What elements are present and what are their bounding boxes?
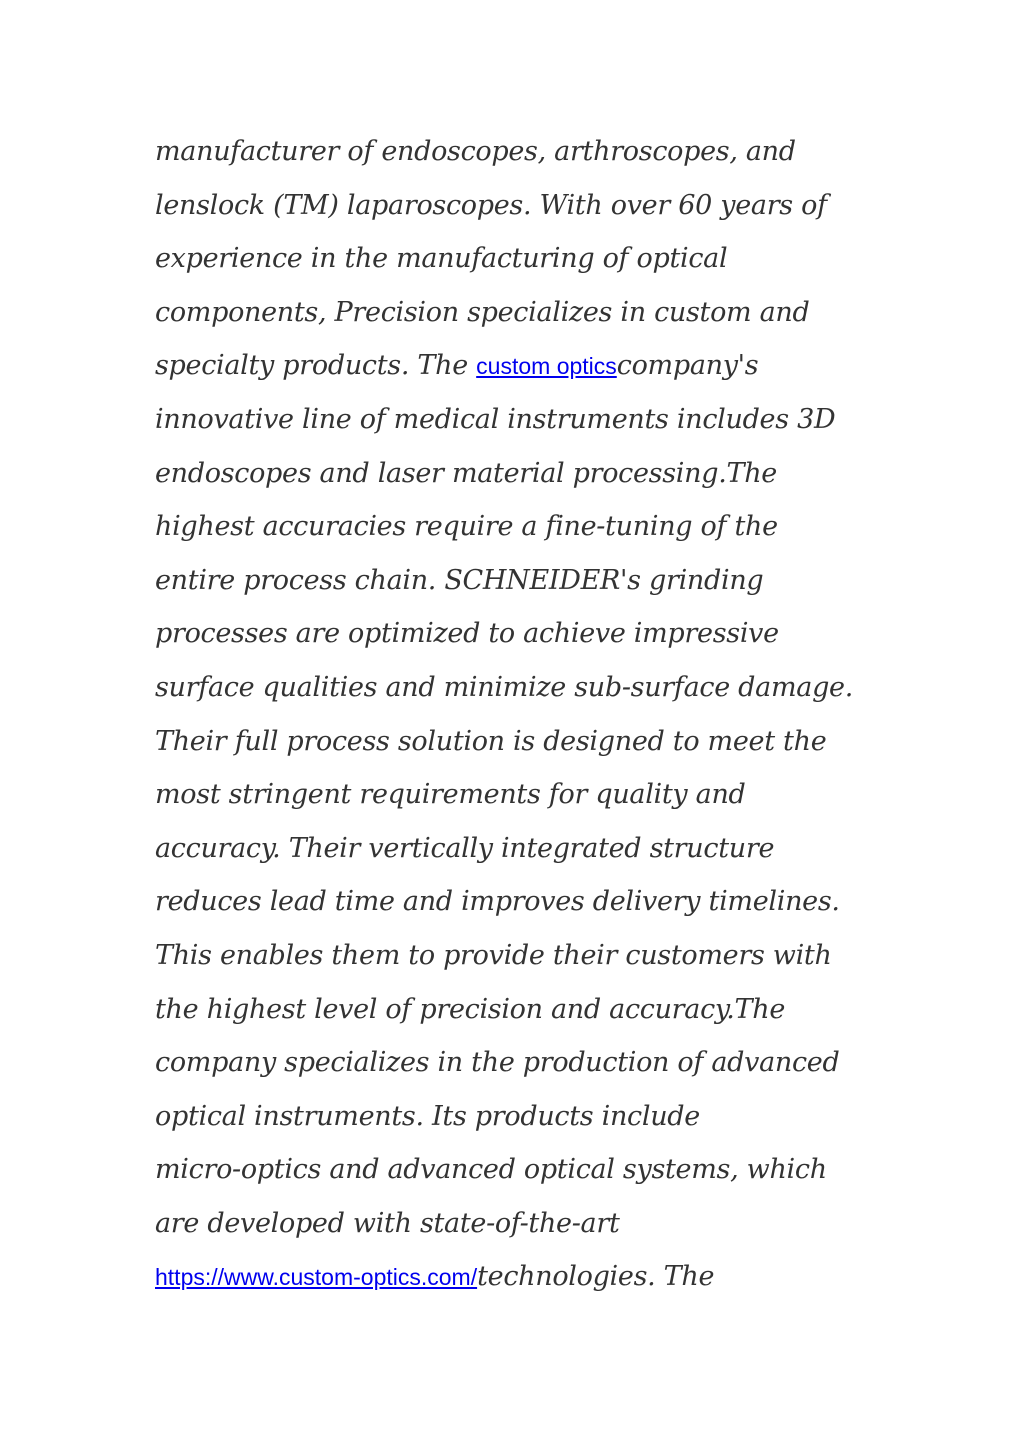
text-line: experience in the manufacturing of optical — [155, 243, 728, 275]
text-line: Their full process solution is designed to meet the — [155, 725, 827, 757]
text-line: most stringent requirements for quality and — [155, 779, 746, 811]
text-line: company specializes in the production of advanced — [155, 1047, 840, 1079]
custom-optics-url-link[interactable]: https://www.custom-optics.com/ — [155, 1264, 478, 1291]
text-line: processes are optimized to achieve impressive — [155, 618, 779, 650]
text-line: endoscopes and laser material processing.The — [155, 457, 777, 489]
text-line: This enables them to provide their customers with — [155, 939, 832, 971]
text-line: lenslock (TM) laparoscopes. With over 60 years of — [155, 189, 827, 221]
text-line: innovative line of medical instruments includes 3D — [155, 403, 836, 435]
text-line: surface qualities and minimize sub-surface damage. — [155, 671, 854, 703]
text-line-with-link — [155, 1250, 895, 1304]
text-line: the highest level of precision and accuracy.The — [155, 993, 786, 1025]
text-line: reduces lead time and improves delivery timelines. — [155, 886, 840, 918]
text-segment: specialty products. The — [155, 350, 477, 382]
body-text — [155, 125, 895, 1304]
text-line: optical instruments. Its products include — [155, 1100, 700, 1132]
text-segment: technologies. The — [477, 1261, 715, 1293]
text-line: entire process chain. SCHNEIDER's grinding — [155, 564, 764, 596]
text-line: manufacturer of endoscopes, arthroscopes, and — [155, 136, 796, 167]
text-line: components, Precision specializes in custom and — [155, 296, 810, 328]
custom-optics-link[interactable]: custom optics — [476, 353, 617, 380]
text-segment: company's — [616, 350, 759, 382]
text-line: are developed with state-of-the-art — [155, 1207, 620, 1239]
text-line: highest accuracies require a fine-tuning of the — [155, 511, 778, 543]
text-line: accuracy. Their vertically integrated structure — [155, 832, 775, 864]
text-line: micro-optics and advanced optical systems, which — [155, 1154, 827, 1186]
text-line-with-link — [155, 339, 895, 393]
